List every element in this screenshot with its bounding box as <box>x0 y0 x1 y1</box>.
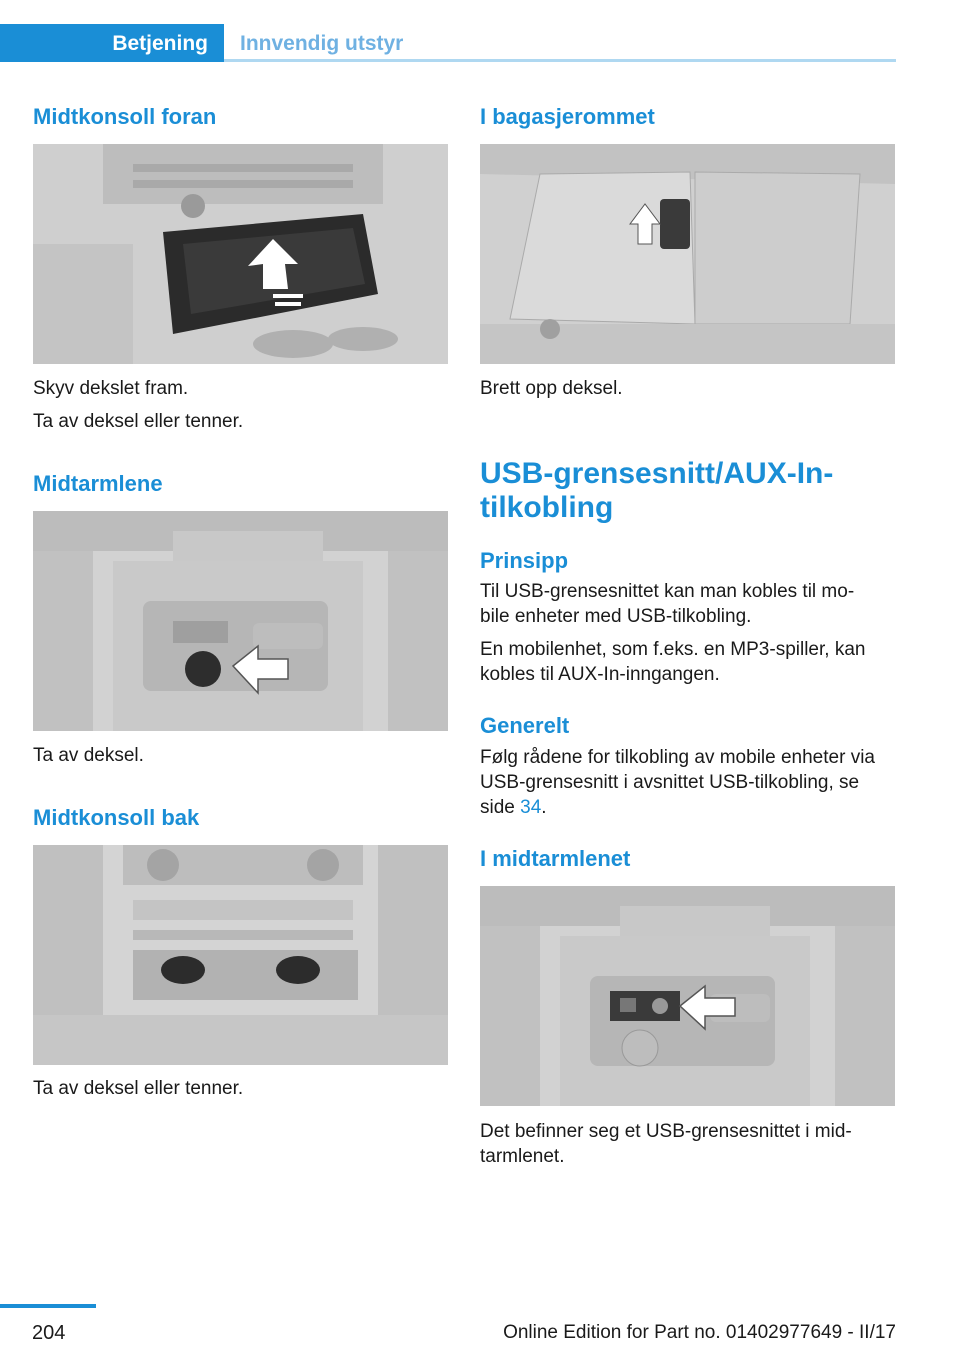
photo-rear-console <box>33 845 448 1065</box>
tab-betjening[interactable] <box>0 24 224 62</box>
text-generelt-3 <box>480 796 900 820</box>
text-ta-av-deksel-3: Ta av deksel eller tenner. <box>33 1078 244 1099</box>
tab-innvendig-utstyr[interactable]: Innvendig utstyr <box>240 32 404 55</box>
photo-center-armrest <box>33 511 448 731</box>
text-ta-av-deksel-2: Ta av deksel. <box>33 745 144 766</box>
heading-midtkonsoll-foran: Midtkonsoll foran <box>33 104 217 129</box>
header-divider <box>224 59 896 62</box>
page-link-34[interactable]: 34 <box>520 797 542 818</box>
photo-luggage-compartment <box>480 144 895 364</box>
text-prinsipp-1a: Til USB-grensesnittet kan man kobles til mo- <box>480 581 855 602</box>
text-skyv-dekslet: Skyv dekslet fram. <box>33 378 189 399</box>
text-brett-opp-deksel: Brett opp deksel. <box>480 378 623 399</box>
heading-i-midtarmlenet: I midtarmlenet <box>480 846 631 871</box>
text-prinsipp-2a: En mobilenhet, som f.eks. en MP3-spiller, kan <box>480 639 866 660</box>
text-prinsipp-2b: kobles til AUX-In-inngangen. <box>480 664 720 685</box>
heading-generelt: Generelt <box>480 713 570 738</box>
heading-midtkonsoll-bak: Midtkonsoll bak <box>33 805 200 830</box>
footer-divider <box>0 1304 96 1308</box>
text-period: . <box>541 797 547 818</box>
text-prinsipp-1b: bile enheter med USB-tilkobling. <box>480 606 752 627</box>
heading-prinsipp: Prinsipp <box>480 548 569 573</box>
photo-armrest-usb <box>480 886 895 1106</box>
text-ta-av-deksel-1: Ta av deksel eller tenner. <box>33 411 244 432</box>
text-armrest-1: Det befinner seg et USB-grensesnittet i mid- <box>480 1121 852 1142</box>
heading-i-bagasjerommet: I bagasjerommet <box>480 104 655 129</box>
text-generelt-2: USB-grensesnitt i avsnittet USB-tilkobling, se <box>480 772 860 793</box>
heading-midtarmlene: Midtarmlene <box>33 471 163 496</box>
text-generelt-1: Følg rådene for tilkobling av mobile enheter via <box>480 747 875 768</box>
text-side-prefix: side <box>480 797 521 818</box>
photo-front-console <box>33 144 448 364</box>
edition-note: Online Edition for Part no. 01402977649 - II/17 <box>503 1322 896 1343</box>
tab-betjening-label: Betjening <box>112 32 208 55</box>
text-armrest-2: tarmlenet. <box>480 1146 565 1167</box>
page-number: 204 <box>32 1322 66 1344</box>
heading-usb-aux-line2: tilkobling <box>480 491 614 524</box>
heading-usb-aux-line1: USB-grensesnitt/AUX-In- <box>480 457 834 490</box>
header-bar <box>0 0 960 64</box>
